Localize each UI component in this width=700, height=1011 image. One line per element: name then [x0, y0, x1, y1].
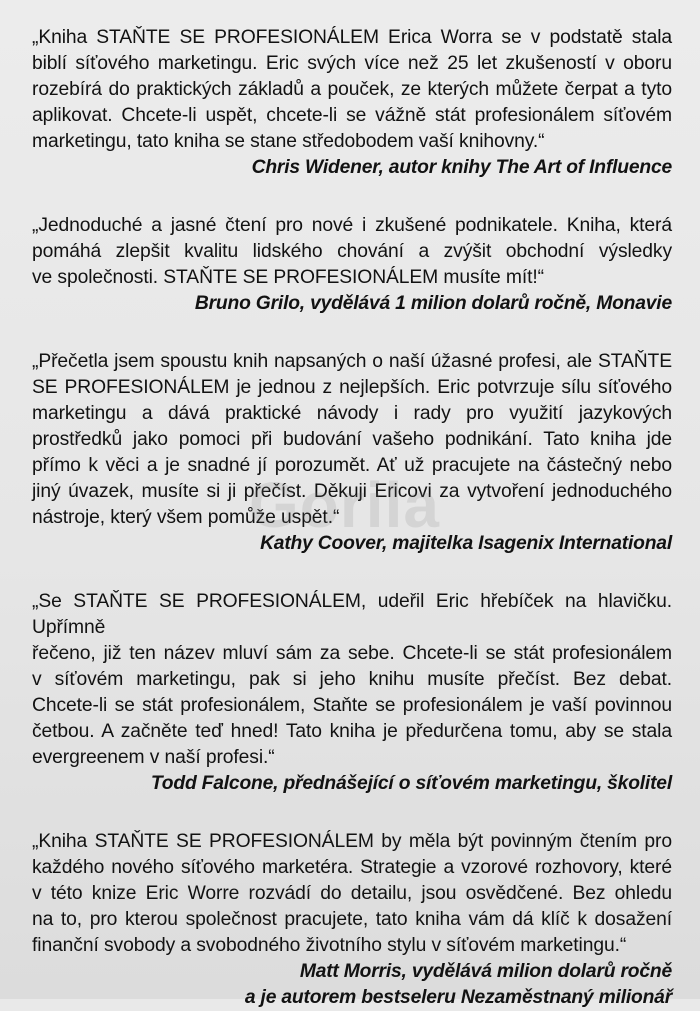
- testimonial-3: [32, 349, 672, 557]
- testimonial-quote: [32, 349, 672, 531]
- testimonial-quote: [32, 213, 672, 291]
- quote-line: nástroje, který všem pomůže uspět.“: [32, 507, 340, 528]
- testimonial-author: Kathy Coover, majitelka Isagenix International: [260, 533, 672, 554]
- testimonial-author: Chris Widener, autor knihy The Art of Influence: [251, 157, 672, 178]
- quote-line: pomáhá zlepšit kvalitu lidského chování a zvýšit obchodní výsledky: [32, 241, 672, 262]
- quote-line: na to, pro kterou společnost pracujete, tato kniha vám dá klíč k dosažení: [32, 909, 672, 930]
- testimonial-author: Todd Falcone, přednášející o síťovém marketingu, školitel: [150, 773, 672, 794]
- quote-line: Chcete-li se stát profesionálem, Staňte se profesionálem je vaší povinnou: [32, 695, 672, 716]
- quote-line: marketingu, tato kniha se stane středobodem vaší knihovny.“: [32, 131, 545, 152]
- testimonial-quote: [32, 25, 672, 155]
- testimonial-1: [32, 25, 672, 181]
- quote-line: „Jednoduché a jasné čtení pro nové i zkušené podnikatele. Kniha, která: [32, 215, 672, 236]
- testimonial-author: Bruno Grilo, vydělává 1 milion dolarů ročně, Monavie: [194, 293, 672, 314]
- quote-line: v této knize Eric Worre rozvádí do detailu, jsou osvědčené. Bez ohledu: [32, 883, 672, 904]
- quote-line: biblí síťového marketingu. Eric svých více než 25 let zkušeností v oboru: [32, 53, 672, 74]
- testimonial-5: [32, 829, 672, 1011]
- quote-line: řečeno, již ten název mluví sám za sebe. Chcete-li se stát profesionálem: [32, 643, 672, 664]
- testimonial-author: Matt Morris, vydělává milion dolarů ročně: [299, 961, 672, 982]
- quote-line: „Přečetla jsem spoustu knih napsaných o naší úžasné profesi, ale STAŇTE: [32, 351, 672, 372]
- testimonial-quote: [32, 589, 672, 771]
- quote-line: „Kniha STAŇTE SE PROFESIONÁLEM Erica Worra se v podstatě stala: [32, 27, 672, 48]
- quote-line: každého nového síťového marketéra. Strategie a vzorové rozhovory, které: [32, 857, 672, 878]
- quote-line: přímo k věci a je snadné jí porozumět. Ať už pracujete na částečný nebo: [32, 455, 672, 476]
- quote-line: „Kniha STAŇTE SE PROFESIONÁLEM by měla být povinným čtením pro: [32, 831, 672, 852]
- quote-line: prostředků jako pomoci při budování vašeho podnikání. Tato kniha jde: [32, 429, 672, 450]
- quote-line: evergreenem v naší profesi.“: [32, 747, 275, 768]
- quote-line: finanční svobody a svobodného životního stylu v síťovém marketingu.“: [32, 935, 627, 956]
- quote-line: „Se STAŇTE SE PROFESIONÁLEM, udeřil Eric hřebíček na hlavičku. Upřímně: [32, 591, 672, 638]
- testimonial-2: [32, 213, 672, 317]
- quote-line: v síťovém marketingu, pak si jeho knihu musíte přečíst. Bez debat.: [32, 669, 672, 690]
- quote-line: aplikovat. Chcete-li uspět, chcete-li se vážně stát profesionálem síťovém: [32, 105, 672, 126]
- quote-line: četbou. A začněte teď hned! Tato kniha je předurčena tomu, aby se stala: [32, 721, 672, 742]
- quote-line: jiný úvazek, musíte si ji přečíst. Děkuji Ericovi za vytvoření jednoduchého: [32, 481, 672, 502]
- quote-line: SE PROFESIONÁLEM je jednou z nejlepších. Eric potvrzuje sílu síťového: [32, 377, 672, 398]
- testimonial-author-line2: a je autorem bestseleru Nezaměstnaný milionář: [244, 987, 672, 1008]
- quote-line: marketingu a dává praktické návody i rady pro využití jazykových: [32, 403, 672, 424]
- quote-line: ve společnosti. STAŇTE SE PROFESIONÁLEM musíte mít!“: [32, 267, 544, 288]
- quote-line: rozebírá do praktických základů a pouček, ze kterých můžete čerpat a tyto: [32, 79, 672, 100]
- testimonial-4: [32, 589, 672, 797]
- testimonial-quote: [32, 829, 672, 959]
